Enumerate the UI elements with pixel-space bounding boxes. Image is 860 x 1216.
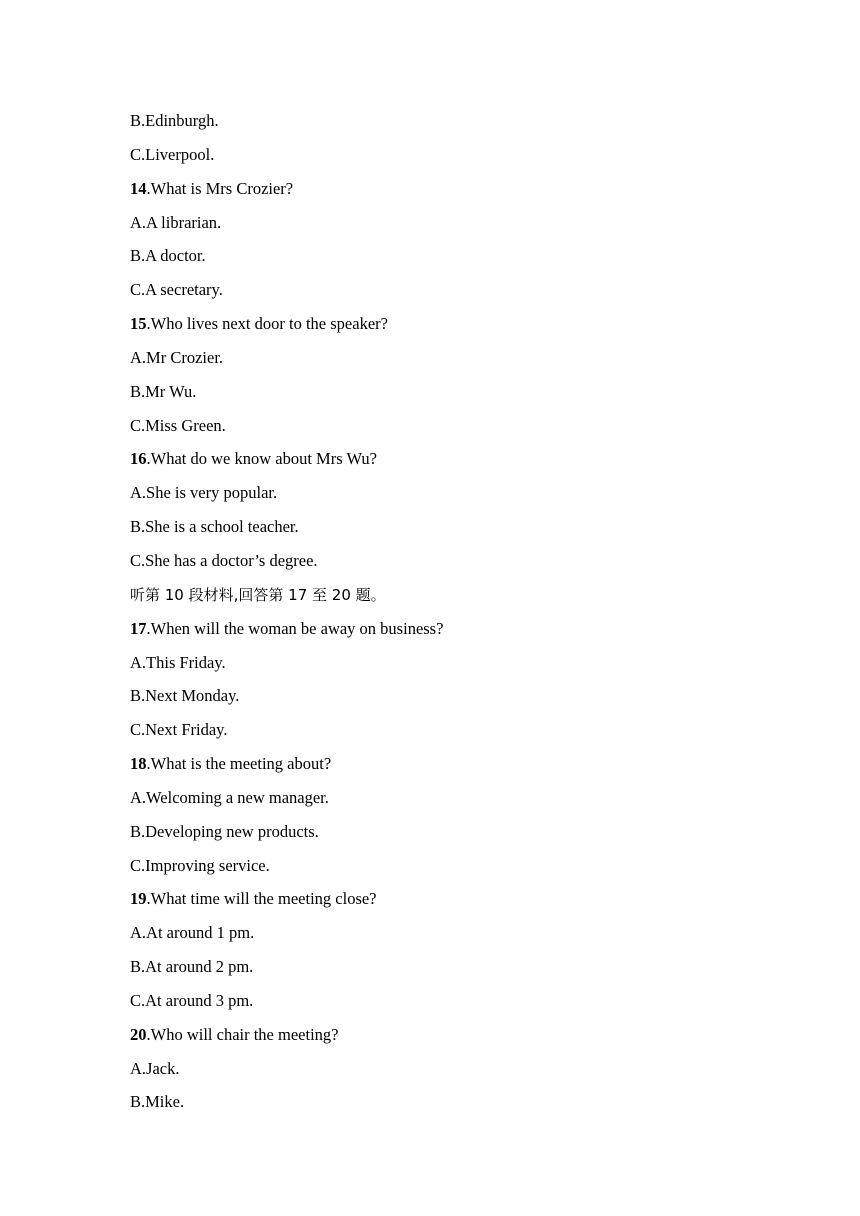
option-line: C.She has a doctor’s degree.: [130, 550, 318, 570]
option-line: B.Mike.: [130, 1092, 185, 1112]
question-line: [130, 617, 810, 651]
question-line: [130, 312, 810, 346]
question-number: 18: [130, 754, 147, 774]
option-line: A.A librarian.: [130, 212, 222, 232]
question-number: 20: [130, 1024, 147, 1044]
question-text: .What do we know about Mrs Wu?: [146, 449, 377, 469]
option-line: A.Mr Crozier.: [130, 347, 224, 367]
question-number: 19: [130, 889, 147, 909]
question-number: 15: [130, 314, 147, 334]
option-line: B.Developing new products.: [130, 821, 319, 841]
option-line: A.She is very popular.: [130, 483, 278, 503]
question-line: [130, 177, 810, 211]
question-text: .When will the woman be away on business?: [146, 618, 444, 638]
option-line: C.Miss Green.: [130, 415, 226, 435]
question-text: .Who lives next door to the speaker?: [146, 314, 388, 334]
question-text: .What is Mrs Crozier?: [146, 178, 294, 198]
option-line: C.Next Friday.: [130, 720, 228, 740]
option-line: B.She is a school teacher.: [130, 517, 299, 537]
option-line: B.A doctor.: [130, 246, 206, 266]
option-line: A.Jack.: [130, 1058, 180, 1078]
question-text: .Who will chair the meeting?: [146, 1024, 339, 1044]
option-line: A.At around 1 pm.: [130, 923, 255, 943]
option-line: B.Mr Wu.: [130, 381, 197, 401]
section-instruction: 听第 10 段材料,回答第 17 至 20 题。: [130, 585, 386, 604]
option-line: A.Welcoming a new manager.: [130, 787, 329, 807]
option-line: B.Next Monday.: [130, 686, 240, 706]
option-line: A.This Friday.: [130, 652, 226, 672]
question-line: [130, 752, 810, 786]
question-line: [130, 447, 810, 481]
question-line: [130, 1023, 810, 1057]
option-line: B.Edinburgh.: [130, 111, 219, 130]
document-page: [130, 109, 810, 1124]
question-number: 16: [130, 449, 147, 469]
option-line: B.At around 2 pm.: [130, 957, 254, 977]
question-number: 14: [130, 178, 147, 198]
option-line: C.Improving service.: [130, 855, 270, 875]
option-line: C.A secretary.: [130, 280, 223, 300]
question-text: .What time will the meeting close?: [146, 889, 377, 909]
question-line: [130, 887, 810, 921]
question-number: 17: [130, 618, 147, 638]
question-text: .What is the meeting about?: [146, 754, 332, 774]
option-line: C.At around 3 pm.: [130, 990, 254, 1010]
option-line: C.Liverpool.: [130, 144, 215, 164]
